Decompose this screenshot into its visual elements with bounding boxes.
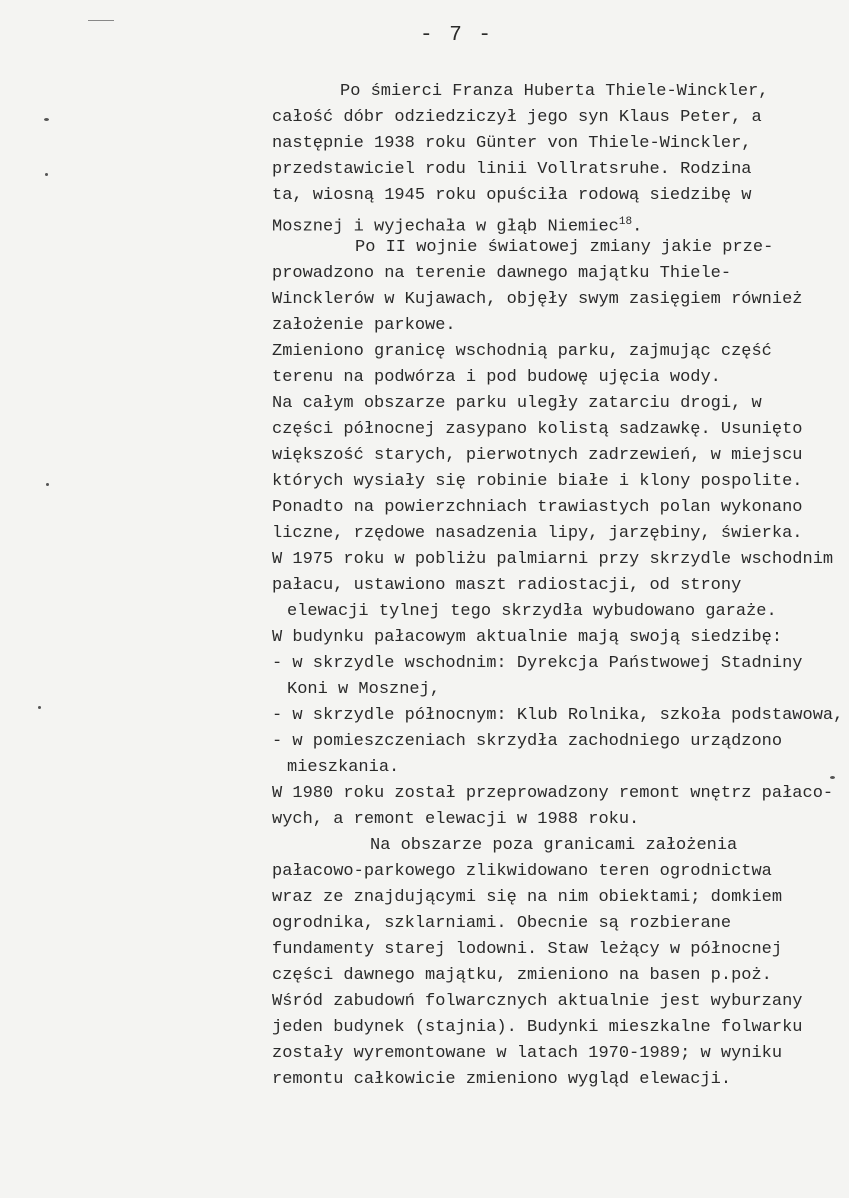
text-line bbox=[355, 237, 773, 259]
text-line-content: pałacu, ustawiono maszt radiostacji, od strony bbox=[272, 576, 742, 595]
text-line bbox=[272, 185, 751, 207]
text-line-content: całość dóbr odziedziczył jego syn Klaus Peter, a bbox=[272, 108, 762, 127]
text-line bbox=[287, 757, 399, 779]
text-line bbox=[272, 809, 639, 831]
text-line-content: wych, a remont elewacji w 1988 roku. bbox=[272, 810, 640, 829]
margin-mark bbox=[88, 20, 114, 21]
text-line-content: - w skrzydle wschodnim: Dyrekcja Państwowej Stadniny bbox=[272, 654, 803, 673]
text-line-content: - w pomieszczeniach skrzydła zachodniego urządzono bbox=[272, 732, 783, 751]
text-line-content: Po śmierci Franza Huberta Thiele-Winckler, bbox=[340, 82, 769, 101]
text-line-content: mieszkania. bbox=[287, 758, 400, 777]
text-line-content: większość starych, pierwotnych zadrzewień, w miejscu bbox=[272, 446, 803, 465]
text-line-content: fundamenty starej lodowni. Staw leżący w północnej bbox=[272, 940, 783, 959]
text-line-content: pałacowo-parkowego zlikwidowano teren ogrodnictwa bbox=[272, 862, 772, 881]
text-line bbox=[272, 133, 751, 155]
margin-speck bbox=[44, 118, 49, 121]
text-line bbox=[272, 939, 782, 961]
text-line bbox=[272, 913, 731, 935]
text-line bbox=[272, 159, 751, 181]
text-line-content: Wśród zabudowń folwarcznych aktualnie jest wyburzany bbox=[272, 992, 803, 1011]
text-line-content: Na obszarze poza granicami założenia bbox=[370, 836, 738, 855]
text-line-content: liczne, rzędowe nasadzenia lipy, jarzębiny, świerka. bbox=[272, 524, 803, 543]
text-line-content: elewacji tylnej tego skrzydła wybudowano garaże. bbox=[287, 602, 777, 621]
text-line bbox=[272, 861, 772, 883]
text-line bbox=[272, 107, 762, 129]
text-line bbox=[272, 393, 762, 415]
text-line bbox=[272, 497, 803, 519]
text-line-content: założenie parkowe. bbox=[272, 316, 456, 335]
text-line-content: przedstawiciel rodu linii Vollratsruhe. Rodzina bbox=[272, 160, 752, 179]
text-line bbox=[287, 601, 777, 623]
text-line-content: następnie 1938 roku Günter von Thiele-Winckler, bbox=[272, 134, 752, 153]
text-line bbox=[272, 419, 803, 441]
text-line bbox=[272, 965, 772, 987]
text-line-content: jeden budynek (stajnia). Budynki mieszkalne folwarku bbox=[272, 1018, 803, 1037]
line-tail: . bbox=[632, 217, 643, 237]
text-line bbox=[272, 315, 456, 337]
text-line bbox=[272, 1043, 782, 1065]
text-line bbox=[272, 211, 642, 239]
text-line bbox=[370, 835, 737, 857]
footnote-reference: 18 bbox=[618, 216, 633, 228]
text-line-content: części dawnego majątku, zmieniono na basen p.poż. bbox=[272, 966, 772, 985]
text-line-content: zostały wyremontowane w latach 1970-1989; w wyniku bbox=[272, 1044, 783, 1063]
text-line bbox=[272, 263, 731, 285]
text-line-content: Mosznej i wyjechała w głąb Niemiec bbox=[272, 217, 619, 237]
text-line bbox=[272, 887, 782, 909]
text-line-content: wraz ze znajdującymi się na nim obiektami; domkiem bbox=[272, 888, 783, 907]
text-line bbox=[272, 653, 803, 675]
text-line-content: ta, wiosną 1945 roku opuściła rodową siedzibę w bbox=[272, 186, 752, 205]
text-line bbox=[272, 289, 803, 311]
text-line-content: Ponadto na powierzchniach trawiastych polan wykonano bbox=[272, 498, 803, 517]
text-line-content: W 1980 roku został przeprowadzony remont wnętrz pałaco- bbox=[272, 784, 834, 803]
text-line-content: remontu całkowicie zmieniono wygląd elewacji. bbox=[272, 1070, 732, 1089]
text-line bbox=[272, 367, 721, 389]
text-line bbox=[272, 991, 803, 1013]
text-line bbox=[272, 731, 782, 753]
text-line-content: Po II wojnie światowej zmiany jakie prze- bbox=[355, 238, 774, 257]
text-line bbox=[272, 1017, 803, 1039]
text-line bbox=[272, 549, 833, 571]
text-line-content: Koni w Mosznej, bbox=[287, 680, 441, 699]
text-line bbox=[272, 523, 803, 545]
text-line-content: Zmieniono granicę wschodnią parku, zajmując część bbox=[272, 342, 772, 361]
text-line-content: - w skrzydle północnym: Klub Rolnika, szkoła podstawowa, bbox=[272, 706, 844, 725]
text-line bbox=[340, 81, 768, 103]
page-number: - 7 - bbox=[420, 24, 494, 47]
text-line bbox=[272, 705, 843, 727]
margin-speck bbox=[38, 706, 41, 709]
text-line bbox=[272, 471, 803, 493]
text-line-content: Wincklerów w Kujawach, objęły swym zasięgiem również bbox=[272, 290, 803, 309]
text-line bbox=[272, 575, 741, 597]
text-line-content: części północnej zasypano kolistą sadzawkę. Usunięto bbox=[272, 420, 803, 439]
text-line-content: W budynku pałacowym aktualnie mają swoją siedzibę: bbox=[272, 628, 783, 647]
text-line bbox=[272, 445, 803, 467]
text-line bbox=[272, 783, 833, 805]
text-line bbox=[272, 341, 772, 363]
text-line bbox=[272, 1069, 731, 1091]
text-line bbox=[287, 679, 440, 701]
text-line-content: których wysiały się robinie białe i klony pospolite. bbox=[272, 472, 803, 491]
margin-speck bbox=[830, 776, 835, 779]
text-line-content: W 1975 roku w pobliżu palmiarni przy skrzydle wschodnim bbox=[272, 550, 834, 569]
text-line-content: terenu na podwórza i pod budowę ujęcia wody. bbox=[272, 368, 721, 387]
text-line-content: prowadzono na terenie dawnego majątku Thiele- bbox=[272, 264, 732, 283]
text-line bbox=[272, 627, 782, 649]
margin-speck bbox=[46, 483, 49, 486]
text-line-content: Na całym obszarze parku uległy zatarciu drogi, w bbox=[272, 394, 762, 413]
margin-speck bbox=[45, 173, 48, 176]
text-line-content: ogrodnika, szklarniami. Obecnie są rozbierane bbox=[272, 914, 732, 933]
